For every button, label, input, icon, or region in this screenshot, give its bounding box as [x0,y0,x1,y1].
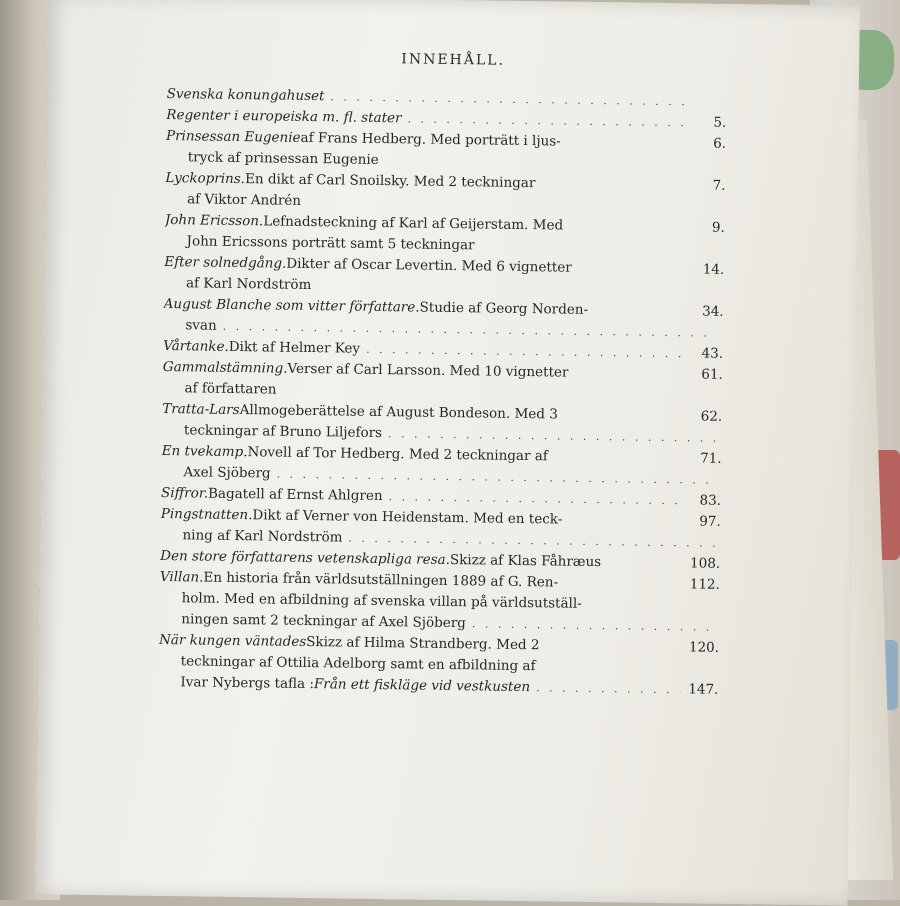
entry-text: Dikt af Helmer Key [229,337,361,360]
entry-page: 97. [689,511,721,532]
entry-title: Svenska konungahuset [167,84,325,107]
entry-text: Novell af Tor Hedberg. Med 2 teckningar af [247,442,548,467]
toc-entry [159,567,720,638]
entry-title: Tratta-Lars [162,399,240,421]
entry-page: 43. [691,343,723,364]
entry-text: af Karl Nordström [186,273,312,296]
entry-page: 83. [689,490,721,511]
entry-text: af författaren [184,378,276,400]
entry-page: 112. [688,574,720,595]
entry-text: Studie af Georg Norden- [419,298,588,321]
entry-page: 9. [693,217,725,238]
entry-title: Siffror. [161,483,208,505]
entry-text: John Ericssons porträtt samt 5 teckningar [186,231,474,256]
entry-title: En tvekamp. [162,441,248,463]
entry-title: August Blanche som vitter författare. [164,294,420,319]
entry-text: ning af Karl Nordström [182,525,342,548]
entry-text: teckningar af Bruno Liljefors [184,420,382,444]
entry-text: Dikter af Oscar Levertin. Med 6 vignetter [286,254,572,279]
book-page [35,0,859,906]
entry-title: Efter solnedgång. [164,252,286,275]
entry-text: Dikt af Verner von Heidenstam. Med en teck- [252,505,562,530]
entry-page: 71. [689,448,721,469]
toc-heading: INNEHÅLL. [47,46,859,73]
entry-title: Villan. [160,567,204,589]
entry-text: Axel Sjöberg [183,462,271,484]
entry-title: Vårtanke. [163,336,229,358]
entry-page: 14. [692,259,724,280]
entry-title: Den store författarens vetenskapliga resa. [160,546,450,571]
table-of-contents [158,84,726,701]
toc-entry [158,630,719,701]
entry-page: 147. [686,679,718,700]
entry-page: 7. [693,175,725,196]
entry-text: tryck af prinsessan Eugenie [188,147,379,171]
entry-text: Allmogeberättelse af August Bondeson. Med 3 [239,400,558,425]
entry-title: Lyckoprins. [165,168,245,190]
entry-text: En historia från världsutställningen 1889 af G. Ren- [203,568,558,594]
entry-title: När kungen väntades [159,630,306,653]
entry-title: Pingstnatten. [161,504,253,526]
entry-text: Skizz af Hilma Strandberg. Med 2 [306,632,540,656]
entry-text: svan [185,315,217,336]
entry-text: teckningar af Ottilia Adelborg samt en afbildning af [181,651,536,677]
entry-page: 6. [694,133,726,154]
entry-text: af Frans Hedberg. Med porträtt i ljus- [300,128,560,153]
entry-text: Ivar Nybergs tafla : [180,672,314,695]
entry-text: holm. Med en afbildning af svenska villan på världsutställ- [181,588,581,615]
entry-title: Gammalstämning. [163,357,288,380]
entry-page: 120. [687,637,719,658]
entry-text: af Viktor Andrén [187,189,301,212]
entry-page: 34. [692,301,724,322]
entry-page: 108. [688,553,720,574]
entry-title: Prinsessan Eugenie [166,126,301,149]
entry-text: ningen samt 2 teckningar af Axel Sjöberg [181,609,466,634]
dot-leader [536,677,681,700]
entry-text: Bagatell af Ernst Ahlgren [208,484,383,507]
entry-page: 62. [690,406,722,427]
entry-text: En dikt af Carl Snoilsky. Med 2 teckningar [245,169,536,194]
entry-page: 5. [694,112,726,133]
entry-text: Verser af Carl Larsson. Med 10 vignetter [287,359,568,384]
entry-title: John Ericsson. [165,210,264,232]
painting-title: Från ett fiskläge vid vestkusten [314,674,530,698]
entry-text: Skizz af Klas Fåhræus [450,550,602,573]
entry-text: Lefnadsteckning af Karl af Geijerstam. Med [263,211,563,236]
entry-page: 61. [691,364,723,385]
entry-title: Regenter i europeiska m. fl. stater [166,105,401,129]
